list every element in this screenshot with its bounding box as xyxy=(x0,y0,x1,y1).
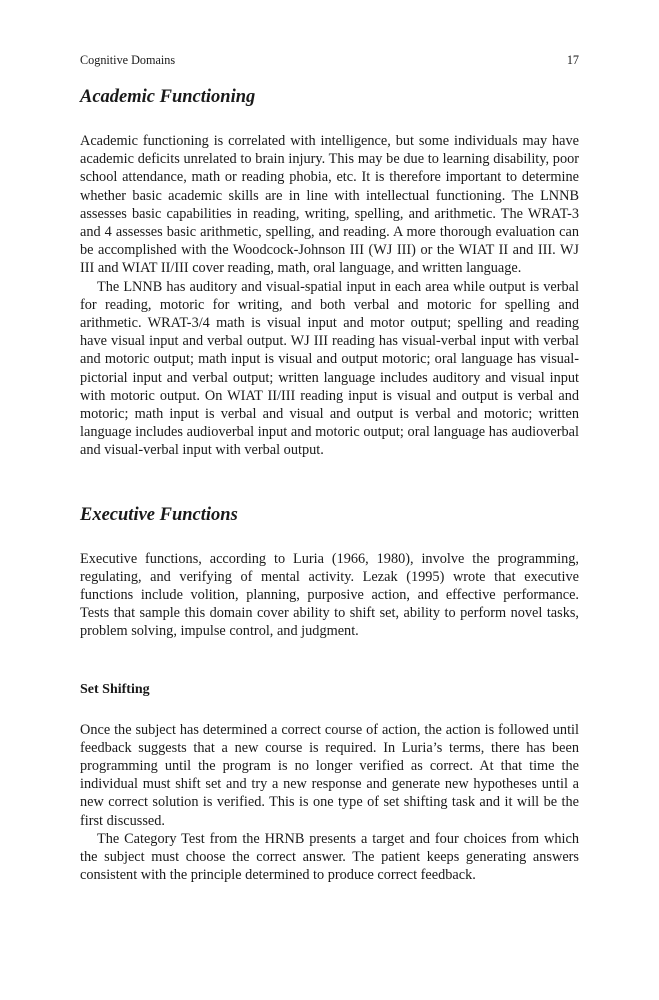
paragraph: The LNNB has auditory and visual-spatial input in each area while output is verbal for reading, motoric for writing, and both verbal and motoric for spelling and arithmetic. WRAT-3/4 math is visual input and motor output; spelling and reading have visual input and verbal output. WJ III reading has visual-verbal input with verbal and motoric output; math input is visual and output motoric; oral language has visual-pictorial input and verbal output; written language includes auditory and visual input with motoric output. On WIAT II/III reading input is visual and output is verbal and motoric; math input is verbal and visual and output is verbal and motoric; written language includes audioverbal input and motoric output; oral language has audioverbal and visual-verbal input with verbal output. xyxy=(80,278,579,459)
running-head xyxy=(80,52,579,68)
running-head-title: Cognitive Domains xyxy=(80,53,176,67)
subsection-heading-set-shifting: Set Shifting xyxy=(80,681,150,697)
paragraph: The Category Test from the HRNB presents a target and four choices from which the subject must choose the correct answer. The patient keeps generating answers consistent with the principle determined to produce correct feedback. xyxy=(80,830,579,884)
section-heading-academic-functioning: Academic Functioning xyxy=(80,87,256,107)
book-page xyxy=(80,52,579,885)
section-heading-executive-functions: Executive Functions xyxy=(80,504,238,525)
paragraph: Executive functions, according to Luria (1966, 1980), involve the programming, regulating, and verifying of mental activity. Lezak (1995) wrote that executive functions include volition, planning, purposive action, and effective performance. Tests that sample this domain cover ability to shift set, ability to perform novel tasks, problem solving, impulse control, and judgment. xyxy=(80,550,579,640)
paragraph: Academic functioning is correlated with intelligence, but some individuals may have academic deficits unrelated to brain injury. This may be due to learning disability, poor school attendance, math or reading phobia, etc. It is therefore important to determine whether basic academic skills are in line with intellectual functioning. The LNNB assesses basic capabilities in reading, writing, spelling, and arithmetic. The WRAT-3 and 4 assesses basic arithmetic, spelling, and reading. A more thorough evaluation can be accomplished with the Woodcock-Johnson III (WJ III) or the WIAT II and III. WJ III and WIAT II/III cover reading, math, oral language, and written language. xyxy=(80,133,579,277)
subsection-spacer xyxy=(80,641,579,681)
section-spacer xyxy=(80,460,579,504)
paragraph: Once the subject has determined a correct course of action, the action is followed until feedback suggests that a new course is required. In Luria’s terms, there has been programming until the program is no longer verified as correct. At that time the individual must shift set and try a new response and generate new hypotheses until a new correct solution is verified. This is one type of set shifting task and it will be the first discussed. xyxy=(80,721,579,829)
page-number: 17 xyxy=(566,53,579,67)
